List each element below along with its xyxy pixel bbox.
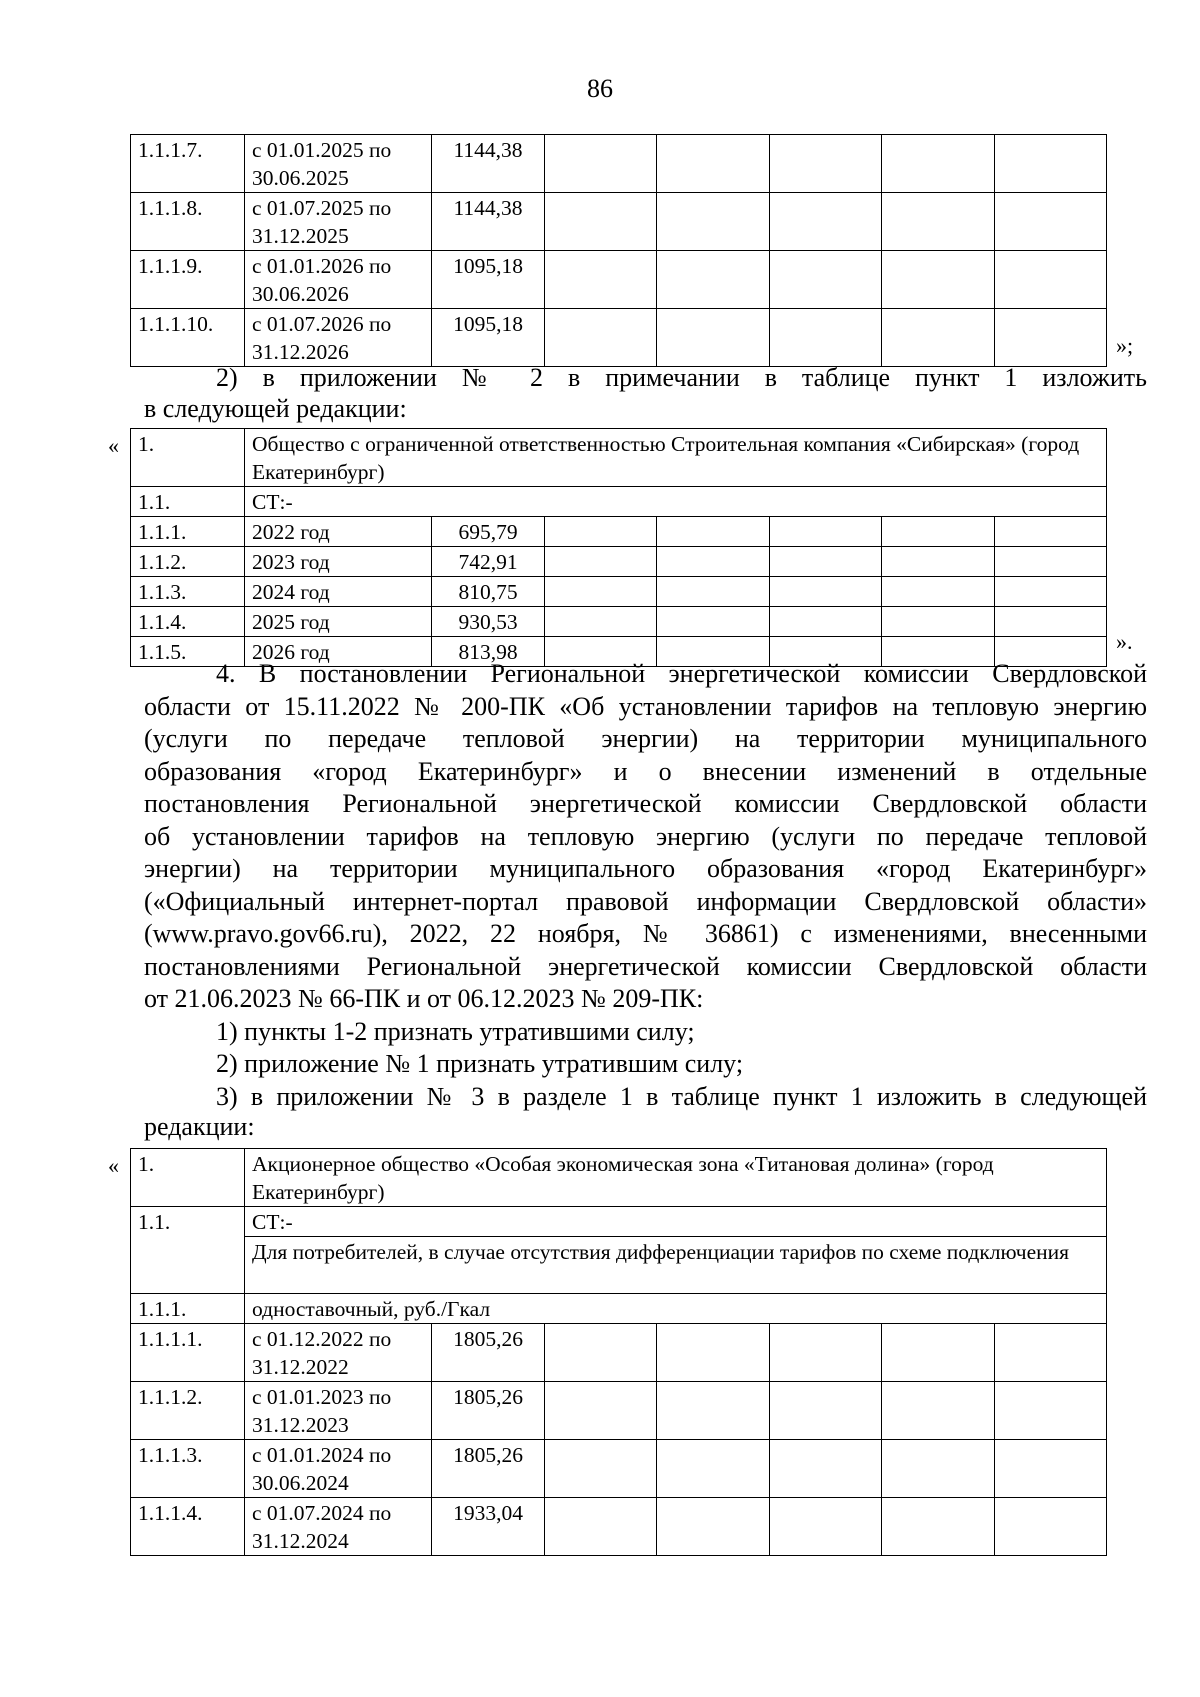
tariff-value: 1805,26 <box>432 1324 545 1382</box>
tariff-value: 1144,38 <box>432 135 545 193</box>
paragraph-line: от 21.06.2023 № 66-ПК и от 06.12.2023 № 209-ПК: <box>144 984 704 1013</box>
tariff-value: 1933,04 <box>432 1498 545 1556</box>
row-number: 1. <box>131 1149 245 1207</box>
row-number: 1.1.1.7. <box>131 135 245 193</box>
paragraph-line: («Официальный интернет-портал правовой информации Свердловской области» <box>144 886 1147 916</box>
paragraph-line: (www.pravo.gov66.ru), 2022, 22 ноября, № 36861) с изменениями, внесенными <box>144 919 1147 948</box>
row-number: 1.1.1.2. <box>131 1382 245 1440</box>
tariff-value: 1144,38 <box>432 193 545 251</box>
table-row <box>131 1294 1107 1324</box>
year-cell: 2023 год <box>245 547 432 577</box>
table-row <box>131 607 1107 637</box>
table-row <box>131 1207 1107 1237</box>
period-cell: с 01.07.2026 по 31.12.2026 <box>245 309 432 367</box>
paragraph-line: (услуги по передаче тепловой энергии) на территории муниципального <box>144 724 1147 753</box>
row-number: 1.1.1.8. <box>131 193 245 251</box>
paragraph-line: 2) в приложении № 2 в примечании в таблице пункт 1 изложить <box>216 363 1147 392</box>
paragraph-line: 4. В постановлении Региональной энергетической комиссии Свердловской <box>216 659 1147 688</box>
list-item: 1) пункты 1-2 признать утратившими силу; <box>216 1016 695 1046</box>
period-cell: с 01.12.2022 по 31.12.2022 <box>245 1324 432 1382</box>
paragraph-line: редакции: <box>144 1112 255 1141</box>
tariff-value: 930,53 <box>432 607 545 637</box>
table-row <box>131 251 1107 309</box>
consumers-note: Для потребителей, в случае отсутствия дифференциации тарифов по схеме подключения <box>245 1237 1107 1294</box>
row-number: 1.1.1.1. <box>131 1324 245 1382</box>
year-cell: 2025 год <box>245 607 432 637</box>
period-cell: с 01.01.2024 по 30.06.2024 <box>245 1440 432 1498</box>
tariff-table-top <box>130 134 1107 367</box>
closing-quote-mark: »; <box>1116 333 1134 358</box>
period-cell: с 01.01.2025 по 30.06.2025 <box>245 135 432 193</box>
row-number: 1.1.1.3. <box>131 1440 245 1498</box>
table-row <box>131 1149 1107 1207</box>
year-cell: 2022 год <box>245 517 432 547</box>
year-cell: 2024 год <box>245 577 432 607</box>
row-number: 1.1. <box>131 1207 245 1294</box>
period-cell: с 01.07.2025 по 31.12.2025 <box>245 193 432 251</box>
organization-name: Акционерное общество «Особая экономическая зона «Титановая долина» (город Екатеринбург) <box>245 1149 1107 1207</box>
organization-name: Общество с ограниченной ответственностью Строительная компания «Сибирская» (город Екатеринбург) <box>245 429 1107 487</box>
row-number: 1.1.1. <box>131 1294 245 1324</box>
paragraph-line: постановления Региональной энергетической комиссии Свердловской области <box>144 789 1147 818</box>
paragraph-line: энергии) на территории муниципального образования «город Екатеринбург» <box>144 854 1147 883</box>
table-row <box>131 487 1107 517</box>
tariff-table-middle <box>130 428 1107 667</box>
tariff-value: 1095,18 <box>432 251 545 309</box>
tariff-value: 1095,18 <box>432 309 545 367</box>
row-number: 1.1.4. <box>131 607 245 637</box>
year-cell: 2026 год <box>245 637 432 667</box>
tariff-value: 810,75 <box>432 577 545 607</box>
table-row <box>131 135 1107 193</box>
table-row <box>131 193 1107 251</box>
row-number: 1.1.1.4. <box>131 1498 245 1556</box>
row-number: 1.1.5. <box>131 637 245 667</box>
table-row <box>131 547 1107 577</box>
st-label: СТ:- <box>245 487 1107 517</box>
closing-quote-mark: ». <box>1116 629 1133 654</box>
opening-quote-mark: « <box>108 1153 119 1178</box>
paragraph-line: об установлении тарифов на тепловую энергию (услуги по передаче тепловой <box>144 821 1147 851</box>
st-label: СТ:- <box>245 1207 1107 1237</box>
table-row <box>131 517 1107 547</box>
tariff-table-bottom <box>130 1148 1107 1556</box>
row-number: 1.1. <box>131 487 245 517</box>
paragraph-line: постановлениями Региональной энергетической комиссии Свердловской области <box>144 951 1147 981</box>
page-number: 86 <box>587 74 613 103</box>
table-row <box>131 1440 1107 1498</box>
list-item: 2) приложение № 1 признать утратившим силу; <box>216 1049 744 1078</box>
paragraph-line: области от 15.11.2022 № 200-ПК «Об установлении тарифов на тепловую энергию <box>144 691 1147 721</box>
table-row <box>131 1324 1107 1382</box>
row-number: 1.1.1. <box>131 517 245 547</box>
tariff-value: 813,98 <box>432 637 545 667</box>
row-number: 1.1.1.9. <box>131 251 245 309</box>
paragraph-line: образования «город Екатеринбург» и о внесении изменений в отдельные <box>144 756 1147 786</box>
row-number: 1. <box>131 429 245 487</box>
tariff-value: 1805,26 <box>432 1440 545 1498</box>
row-number: 1.1.2. <box>131 547 245 577</box>
tariff-value: 695,79 <box>432 517 545 547</box>
table-row <box>131 577 1107 607</box>
paragraph-line: в следующей редакции: <box>144 394 407 423</box>
period-cell: с 01.01.2026 по 30.06.2026 <box>245 251 432 309</box>
opening-quote-mark: « <box>108 433 119 458</box>
row-number: 1.1.3. <box>131 577 245 607</box>
table-row <box>131 429 1107 487</box>
period-cell: с 01.07.2024 по 31.12.2024 <box>245 1498 432 1556</box>
tariff-value: 742,91 <box>432 547 545 577</box>
list-item: 3) в приложении № 3 в разделе 1 в таблице пункт 1 изложить в следующей <box>216 1081 1147 1111</box>
row-number: 1.1.1.10. <box>131 309 245 367</box>
table-row <box>131 1237 1107 1294</box>
table-row <box>131 1382 1107 1440</box>
period-cell: с 01.01.2023 по 31.12.2023 <box>245 1382 432 1440</box>
rate-label: одноставочный, руб./Гкал <box>245 1294 1107 1324</box>
table-row <box>131 1498 1107 1556</box>
tariff-value: 1805,26 <box>432 1382 545 1440</box>
table-row <box>131 309 1107 367</box>
